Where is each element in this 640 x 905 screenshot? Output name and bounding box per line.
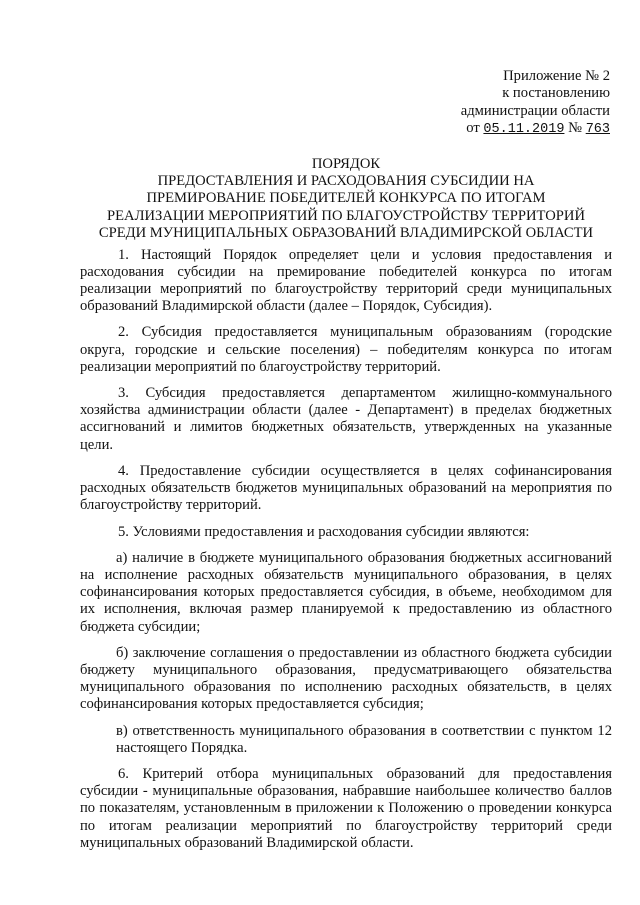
paragraph-3: 3. Субсидия предоставляется департаментом жилищно-коммунального хозяйства администрации области (далее - Департамент) в пределах бюджетных ассигнований и лимитов бюджетных обязательств, утвержденных на указанные цели. [80, 385, 612, 453]
paragraph-6: 6. Критерий отбора муниципальных образований для предоставления субсидии - муниципальные образования, набравшие наибольшее количество баллов по показателям, установленным в приложении к Положению о проведении конкурса по итогам реализации мероприятий по благоустройству территорий среди муниципальных образований Владимирской области. [80, 765, 612, 851]
paragraph-5: 5. Условиями предоставления и расходования субсидии являются: [118, 523, 530, 540]
paragraph-5a: а) наличие в бюджете муниципального образования бюджетных ассигнований на исполнение расходных обязательств муниципального образования, в целях софинансирования которых предоставляется субсидия, в объеме, необходимом для их исполнения, включая размер планируемой к предоставлению из областного бюджета субсидии; [80, 549, 612, 635]
annex-administration: администрации области [460, 102, 610, 119]
title-line-4: РЕАЛИЗАЦИИ МЕРОПРИЯТИЙ ПО БЛАГОУСТРОЙСТВУ ТЕРРИТОРИЙ [107, 207, 585, 224]
paragraph-4: 4. Предоставление субсидии осуществляется в целях софинансирования расходных обязательств бюджетов муниципальных образований на мероприятия по благоустройству территорий. [80, 462, 612, 514]
annex-title: Приложение № 2 [503, 68, 610, 84]
annex-from-label: от [466, 120, 480, 137]
paragraph-5c: в) ответственность муниципального образования в соответствии с пунктом 12 настоящего Порядка. [116, 722, 612, 756]
paragraph-1: 1. Настоящий Порядок определяет цели и условия предоставления и расходования субсидии на премирование победителей конкурса по итогам реализации мероприятий по благоустройству территорий среди муниципальных образований Владимирской области (далее – Порядок, Субсидия). [80, 246, 612, 315]
paragraph-5b: б) заключение соглашения о предоставлении из областного бюджета субсидии бюджету муниципального образования, предусматривающего обязательства муниципального образования по исполнению расходных обязательств, в целях софинансирования которых предоставляется субсидия; [80, 644, 612, 713]
annex-to-resolution: к постановлению [502, 85, 610, 102]
annex-block [410, 68, 610, 139]
title-line-3: ПРЕМИРОВАНИЕ ПОБЕДИТЕЛЕЙ КОНКУРСА ПО ИТОГАМ [146, 190, 546, 207]
title-line-1: ПОРЯДОК [311, 155, 381, 172]
annex-date: 05.11.2019 [483, 122, 565, 138]
document-title [80, 156, 612, 243]
annex-number: 763 [585, 122, 610, 138]
annex-date-line [410, 120, 610, 138]
title-line-5: СРЕДИ МУНИЦИПАЛЬНЫХ ОБРАЗОВАНИЙ ВЛАДИМИРСКОЙ ОБЛАСТИ [98, 225, 594, 242]
paragraph-2: 2. Субсидия предоставляется муниципальным образованиям (городские округа, городские и сельские поселения) – победителям конкурса по итогам реализации мероприятий по благоустройству территорий. [80, 324, 612, 375]
title-line-2: ПРЕДОСТАВЛЕНИЯ И РАСХОДОВАНИЯ СУБСИДИИ НА [157, 173, 535, 190]
annex-number-sign: № [568, 120, 583, 137]
